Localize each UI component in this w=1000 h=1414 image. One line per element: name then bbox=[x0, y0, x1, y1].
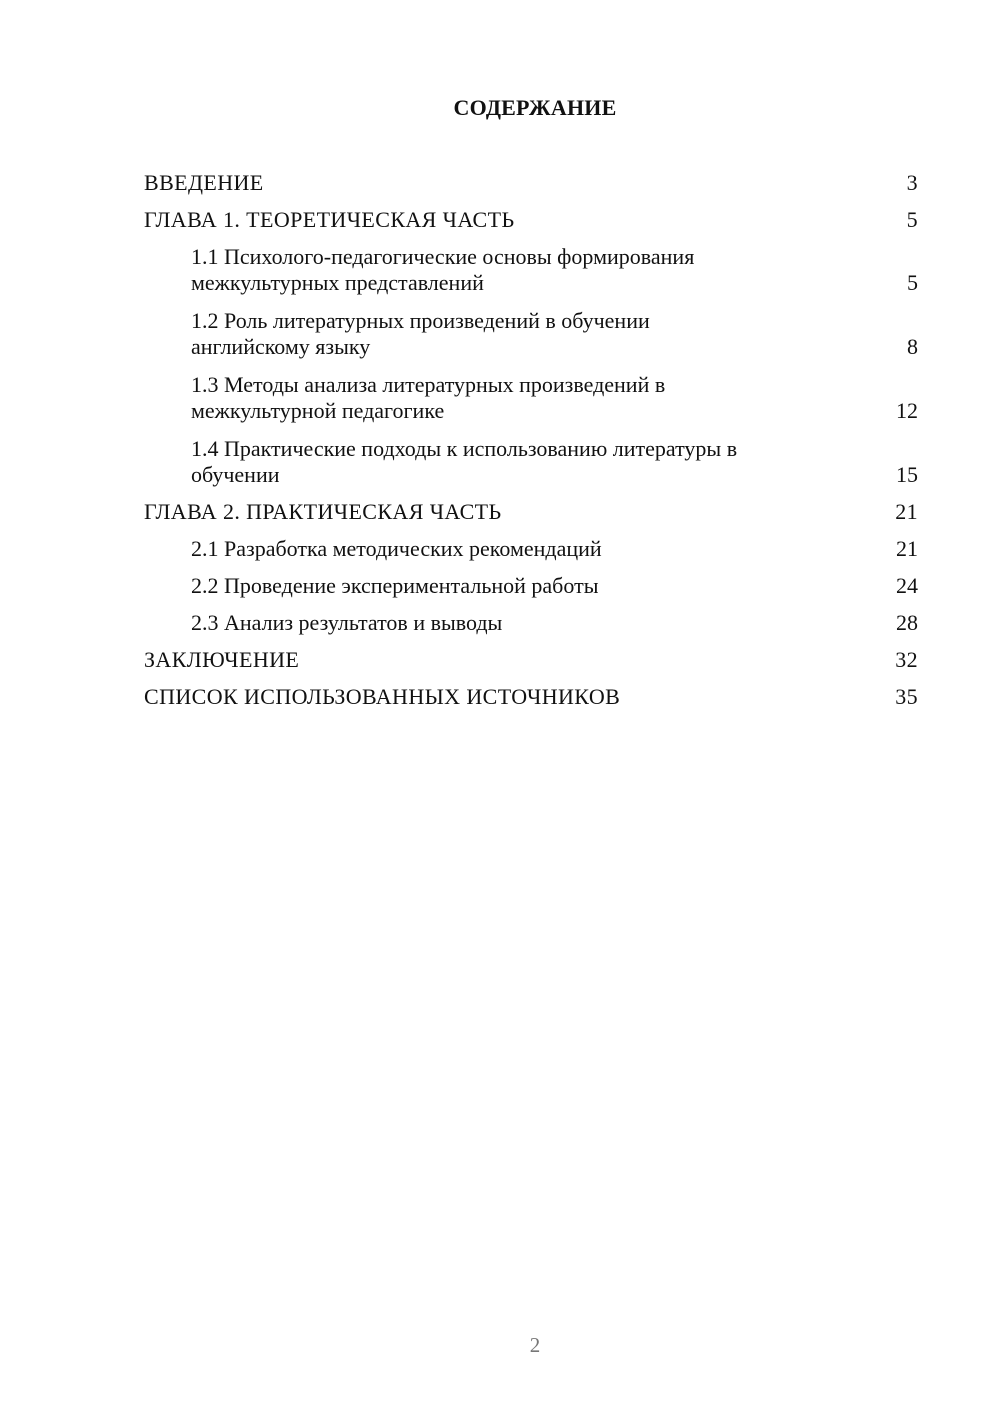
toc-page-number: 24 bbox=[896, 573, 918, 598]
toc-entry-label-line-1: 1.2 Роль литературных произведений в обучении bbox=[191, 308, 650, 333]
toc-page-number: 8 bbox=[907, 334, 918, 359]
toc-entry-label: СПИСОК ИСПОЛЬЗОВАННЫХ ИСТОЧНИКОВ bbox=[144, 684, 621, 709]
toc-page-number: 21 bbox=[896, 536, 918, 561]
page-number-footer: 2 bbox=[529, 1333, 541, 1357]
toc-entry-label: ГЛАВА 2. ПРАКТИЧЕСКАЯ ЧАСТЬ bbox=[144, 499, 502, 524]
toc-entry-label-line-2: межкультурных представлений bbox=[191, 270, 484, 295]
toc-page-number: 3 bbox=[906, 170, 918, 195]
toc-entry-chapter-1[interactable] bbox=[144, 207, 918, 233]
toc-page-number: 21 bbox=[895, 499, 918, 524]
toc-page-number: 35 bbox=[895, 684, 918, 709]
toc-page-number: 28 bbox=[896, 610, 918, 635]
toc-page-number: 15 bbox=[896, 462, 918, 487]
toc-entry-section-1-3[interactable] bbox=[144, 372, 918, 424]
toc-entry-label: ВВЕДЕНИЕ bbox=[144, 170, 264, 195]
toc-entry-conclusion[interactable] bbox=[144, 647, 918, 673]
toc-entry-label-line-1: 1.1 Психолого-педагогические основы формирования bbox=[191, 244, 695, 269]
toc-page-number: 32 bbox=[895, 647, 918, 672]
toc-entry-label: ГЛАВА 1. ТЕОРЕТИЧЕСКАЯ ЧАСТЬ bbox=[144, 207, 515, 232]
toc-entry-label: 2.3 Анализ результатов и выводы bbox=[191, 610, 503, 635]
table-of-contents bbox=[144, 170, 918, 721]
toc-entry-section-2-2[interactable] bbox=[144, 573, 918, 599]
toc-entry-label-line-2: обучении bbox=[191, 462, 280, 487]
toc-page-number: 12 bbox=[896, 398, 918, 423]
toc-entry-label-line-1: 1.3 Методы анализа литературных произведений в bbox=[191, 372, 666, 397]
toc-page-number: 5 bbox=[906, 207, 918, 232]
toc-entry-introduction[interactable] bbox=[144, 170, 918, 196]
toc-entry-label: 2.2 Проведение экспериментальной работы bbox=[191, 573, 599, 598]
toc-entry-section-1-1[interactable] bbox=[144, 244, 918, 296]
toc-entry-section-2-1[interactable] bbox=[144, 536, 918, 562]
toc-entry-label: 2.1 Разработка методических рекомендаций bbox=[191, 536, 602, 561]
toc-entry-chapter-2[interactable] bbox=[144, 499, 918, 525]
toc-entry-section-2-3[interactable] bbox=[144, 610, 918, 636]
toc-entry-label: ЗАКЛЮЧЕНИЕ bbox=[144, 647, 300, 672]
toc-entry-label-line-2: межкультурной педагогике bbox=[191, 398, 445, 423]
toc-entry-section-1-2[interactable] bbox=[144, 308, 918, 360]
page-title: СОДЕРЖАНИЕ bbox=[453, 95, 617, 120]
toc-entry-references[interactable] bbox=[144, 684, 918, 710]
toc-entry-label-line-1: 1.4 Практические подходы к использованию литературы в bbox=[191, 436, 738, 461]
toc-page-number: 5 bbox=[907, 270, 918, 295]
toc-entry-label-line-2: английскому языку bbox=[191, 334, 371, 359]
toc-entry-section-1-4[interactable] bbox=[144, 436, 918, 488]
